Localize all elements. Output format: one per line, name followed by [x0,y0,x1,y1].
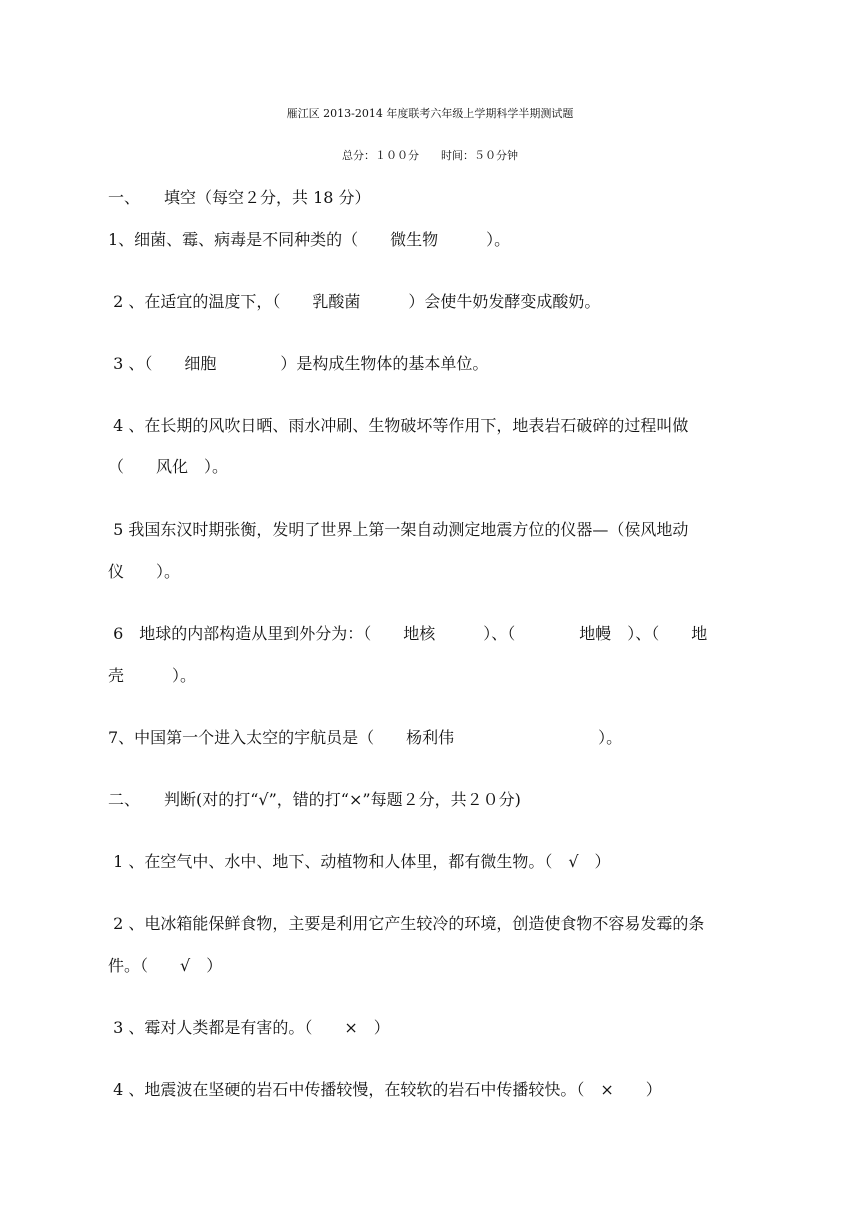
question-fill-3: 3 、（ 细胞 ）是构成生物体的基本单位。 [108,354,489,373]
question-fill-1: 1、细菌、霉、病毒是不同种类的（ 微生物 ）。 [108,230,511,249]
question-fill-6-line1: 6 地球的内部构造从里到外分为：（ 地核 ）、（ 地幔 ）、（ 地 [108,624,708,643]
question-fill-7: 7、中国第一个进入太空的宇航员是（ 杨利伟 ）。 [108,728,623,747]
question-fill-5-line2: 仪 ）。 [108,562,181,581]
question-tf-4: 4 、地震波在坚硬的岩石中传播较慢，在较软的岩石中传播较快。（ × ） [108,1080,662,1099]
question-fill-6-line2: 壳 ）。 [108,666,197,685]
section-heading-fill-in: 一、 填空（每空２分，共 18 分） [108,188,371,207]
question-tf-1: 1 、在空气中、水中、地下、动植物和人体里，都有微生物。（ √ ） [108,852,611,871]
section-heading-true-false: 二、 判断(对的打“√”，错的打“×”每题２分，共２０分) [108,790,521,809]
question-tf-3: 3 、霉对人类都是有害的。（ × ） [108,1018,390,1037]
question-tf-2-line1: 2 、电冰箱能保鲜食物，主要是利用它产生较冷的环境，创造使食物不容易发霉的条 [108,914,705,933]
exam-meta: 总分：１００分 时间：５０分钟 [342,149,518,162]
question-fill-4-line2: （ 风化 ）。 [108,457,229,476]
question-fill-5-line1: 5 我国东汉时期张衡，发明了世界上第一架自动测定地震方位的仪器—（侯风地动 [108,520,689,539]
question-tf-2-line2: 件。（ √ ） [108,956,223,975]
question-fill-4-line1: 4 、在长期的风吹日晒、雨水冲刷、生物破坏等作用下，地表岩石破碎的过程叫做 [108,416,689,435]
question-fill-2: 2 、在适宜的温度下，（ 乳酸菌 ）会使牛奶发酵变成酸奶。 [108,292,601,311]
exam-title: 雁江区 2013-2014 年度联考六年级上学期科学半期测试题 [286,107,574,120]
